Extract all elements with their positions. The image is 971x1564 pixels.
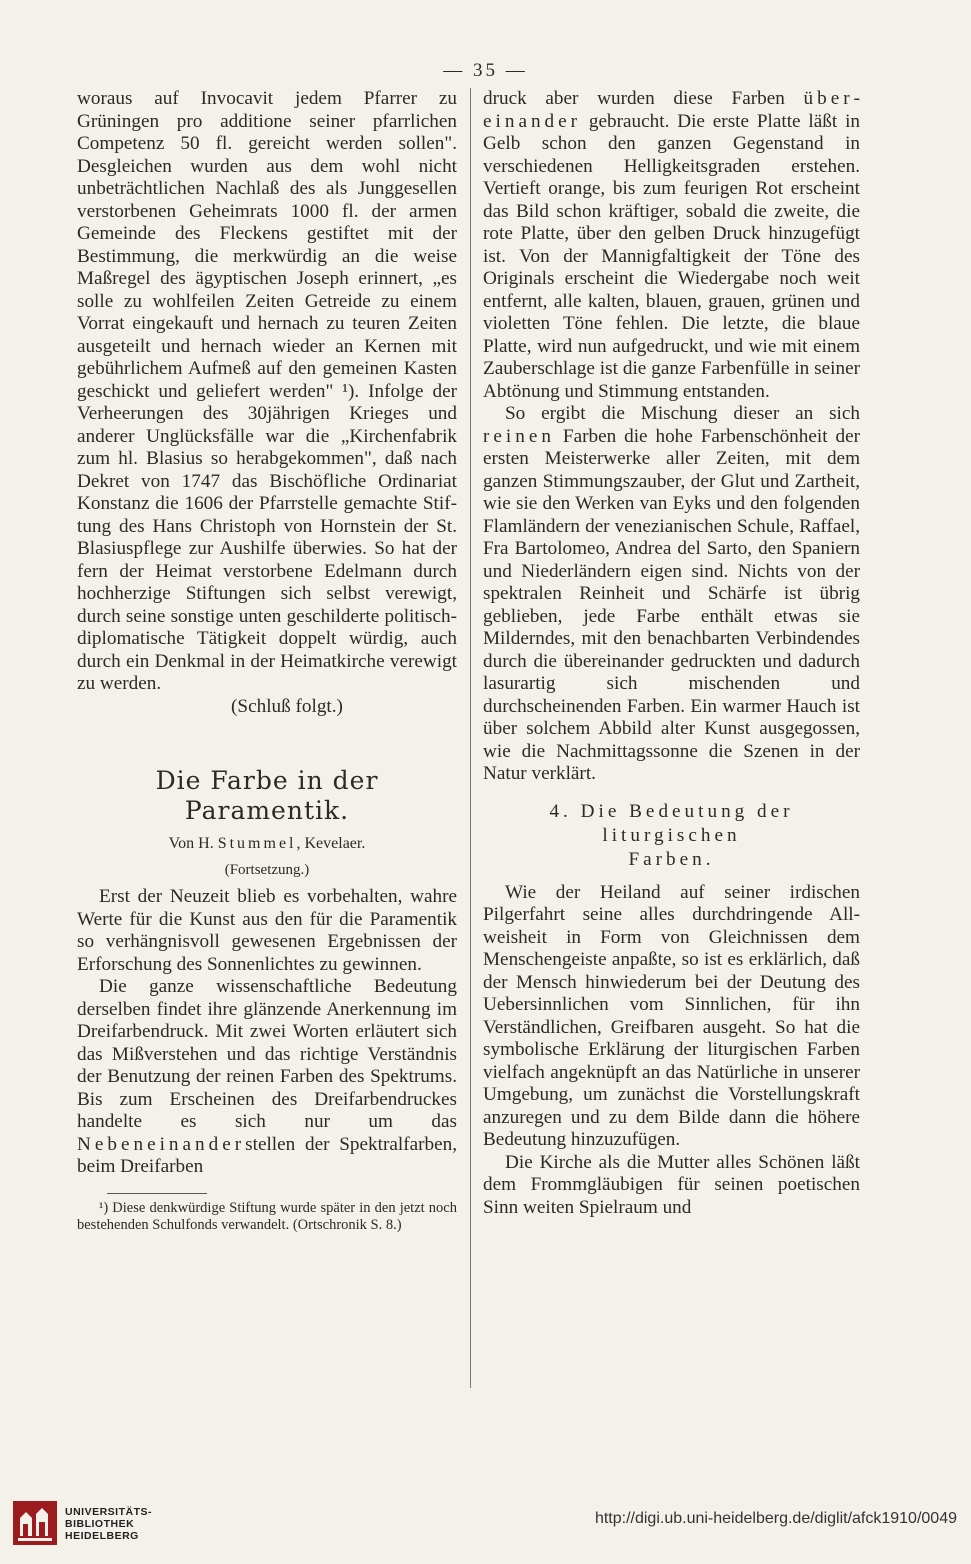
text-run: stellen der Spektralfarben, beim Dreifarben bbox=[77, 1133, 457, 1177]
section-heading-line: Farben. bbox=[628, 848, 715, 870]
emphasized-word: reinen bbox=[483, 425, 555, 447]
paragraph bbox=[483, 403, 860, 786]
text-run: gebraucht. Die erste Platte läßt in Gelb schon den ganzen Gegenstand in verschiedenen Helligkeitsgraden erstehen. Vertieft orange, bis zum feurigen Rot erscheint das Bild schon kräftiger, sobald die zweite, die rote Platte, über den gelben Druck hinzugefügt ist. Von der Mannigfaltigkeit der Töne des Originals erscheint die Wiedergabe noch weit entfernt, alle kalten, blauen, grauen, grünen und violetten Töne fehlen. Die letzte, die blaue Platte, wird nun aufgedruckt, und wie mit einem Zauberschlage ist die ganze Farbenfülle in seiner Abtönung und Stimmung entstanden. bbox=[483, 110, 860, 402]
continuation-note: (Fortsetzung.) bbox=[224, 862, 310, 878]
author-name: Stummel bbox=[217, 835, 297, 852]
left-column bbox=[77, 88, 457, 1234]
library-name-line: HEIDELBERG bbox=[65, 1530, 139, 1542]
paragraph: woraus auf Invocavit jedem Pfarrer zu Grüningen pro additione seiner pfarrlichen Competenz 50 fl. gereicht werden sollen". Desgleichen wurden aus dem wohl nicht unbeträchtlichen Nachlaß des als Junggesellen verstorbenen Geheimrats 1000 fl. der armen Gemeinde des Fleckens gestiftet mit der Bestimmung, die merkwürdig an die weise Maßregel des ägyptischen Joseph erinnert, „es solle zu wohlfeilen Zeiten Getreide zu einem Vorrat eingekauft und hernach zu teuren Zeiten ausgeteilt und hernach wieder an Kernen mit gebührlichem Aufmeß auf den gemeinen Kasten geschickt und geliefert werden" ¹). Infolge der Verheerungen des 30jährigen Krieges und anderer Unglücksfälle war die „Kirchenfabrik zum hl. Blasius so herabgekommen", daß nach Dekret von 1747 das Bischöfliche Ordinariat Konstanz die 1606 der Pfarrstelle gemachte Stiftung des Hans Christoph von Hornstein der St. Blasiuspflege zur Aushilfe überwies. So hat der fern der Heimat verstorbene Edelmann durch hochherzige Stiftungen sich selbst verewigt, durch seine sonstige unten geschilderte politisch-diplomatische Tätigkeit doppelt würdig, auch durch ein Denkmal in der Heimatkirche verewigt zu werden. bbox=[77, 88, 457, 694]
text-run: Die ganze wissenschaftliche Bedeutung derselben findet ihre glänzende Anerkennung im Dreifarbendruck. Mit zwei Worten erläutert sich das Mißverstehen und das richtige Verständnis der Benutzung der reinen Farben des Spektrums. Bis zum Erscheinen des Dreifarbendruckes handelte es sich nur um das bbox=[77, 976, 457, 1132]
page-number: — 35 — bbox=[443, 60, 528, 81]
library-name bbox=[65, 1506, 152, 1542]
library-name-line: BIBLIOTHEK bbox=[65, 1518, 135, 1530]
footnote-divider bbox=[107, 1193, 207, 1194]
emphasized-word: Nebeneinander bbox=[77, 1133, 246, 1155]
byline-prefix: Von H. bbox=[168, 835, 214, 852]
source-url[interactable]: http://digi.ub.uni-heidelberg.de/diglit/afck1910/0049 bbox=[594, 1510, 957, 1527]
column-divider bbox=[470, 88, 471, 1388]
to-be-continued-note: (Schluß folgt.) bbox=[231, 695, 343, 717]
library-name-line: UNIVERSITÄTS- bbox=[65, 1506, 153, 1518]
library-logo bbox=[12, 1500, 212, 1550]
byline bbox=[77, 834, 457, 854]
section-heading bbox=[483, 800, 860, 872]
text-run: So ergibt die Mischung dieser an sich bbox=[505, 403, 860, 424]
text-run: Farben die hohe Farbenschönheit der ersten Meisterwerke aller Zeiten, mit dem ganzen Stimmungszauber, der Glut und Zartheit, wie sie den Werken van Eyks und den folgenden Flamländern der venezianischen Schule, Raffael, Fra Bartolomeo, Andrea del Sarto, den Spaniern und Niederländern eigen sind. Nichts von der spektralen Reinheit und Schärfe ist übrig geblieben, jede Farbe enthält etwas sie Milderndes, mit den benachbarten Verbindendes durch die übereinander gedruckten und dadurch lasurartig sich mischenden und durchscheinenden Farben. Ein warmer Hauch ist über solchem Abbild alter Kunst ausgegossen, wie die Nachmittagssonne die Szenen in der Natur verklärt. bbox=[483, 425, 860, 784]
paragraph: Wie der Heiland auf seiner irdischen Pilgerfahrt seine alles durchdringende Allweisheit in Form von Gleichnissen dem Menschengeiste anpaßte, so ist es erklärlich, daß der Mensch hinwiederum bei der Deutung des Uebersinnlichen vom Sinnlichen, für ihn Verständlichen, Greifbaren ausgeht. So hat die symbolische Erklärung der liturgischen Farben vielfach angeknüpft an das Natürliche in unserer Umgebung, um zunächst die Vorstellungskraft anzuregen und zu dem Bilde dann die höhere Bedeutung hinzuzufügen. bbox=[483, 881, 860, 1150]
text-run: druck aber wurden diese Farben bbox=[483, 88, 804, 109]
paragraph: Die Kirche als die Mutter alles Schönen läßt dem Frommgläubigen für seinen poetischen Sinn weiten Spielraum und bbox=[483, 1151, 860, 1218]
paragraph: Erst der Neuzeit blieb es vorbehalten, wahre Werte für die Kunst aus den für die Paramentik so verhängnisvoll gewesenen Ergebnissen der Erforschung des Sonnenlichtes zu gewinnen. bbox=[77, 886, 457, 975]
paragraph bbox=[483, 88, 860, 403]
footnote: ¹) Diese denkwürdige Stiftung wurde später in den jetzt noch bestehenden Schulfonds verwandelt. (Ortschronik S. 8.) bbox=[77, 1199, 457, 1233]
paragraph bbox=[77, 976, 457, 1179]
right-column bbox=[483, 88, 860, 1219]
section-heading-line: 4. Die Bedeutung der liturgischen bbox=[549, 800, 794, 846]
article-title: Die Farbe in der Paramentik. bbox=[155, 766, 379, 825]
university-seal-icon bbox=[12, 1500, 58, 1546]
emphasized-word: übereinander bbox=[483, 88, 860, 132]
author-place: , Kevelaer. bbox=[296, 835, 366, 852]
